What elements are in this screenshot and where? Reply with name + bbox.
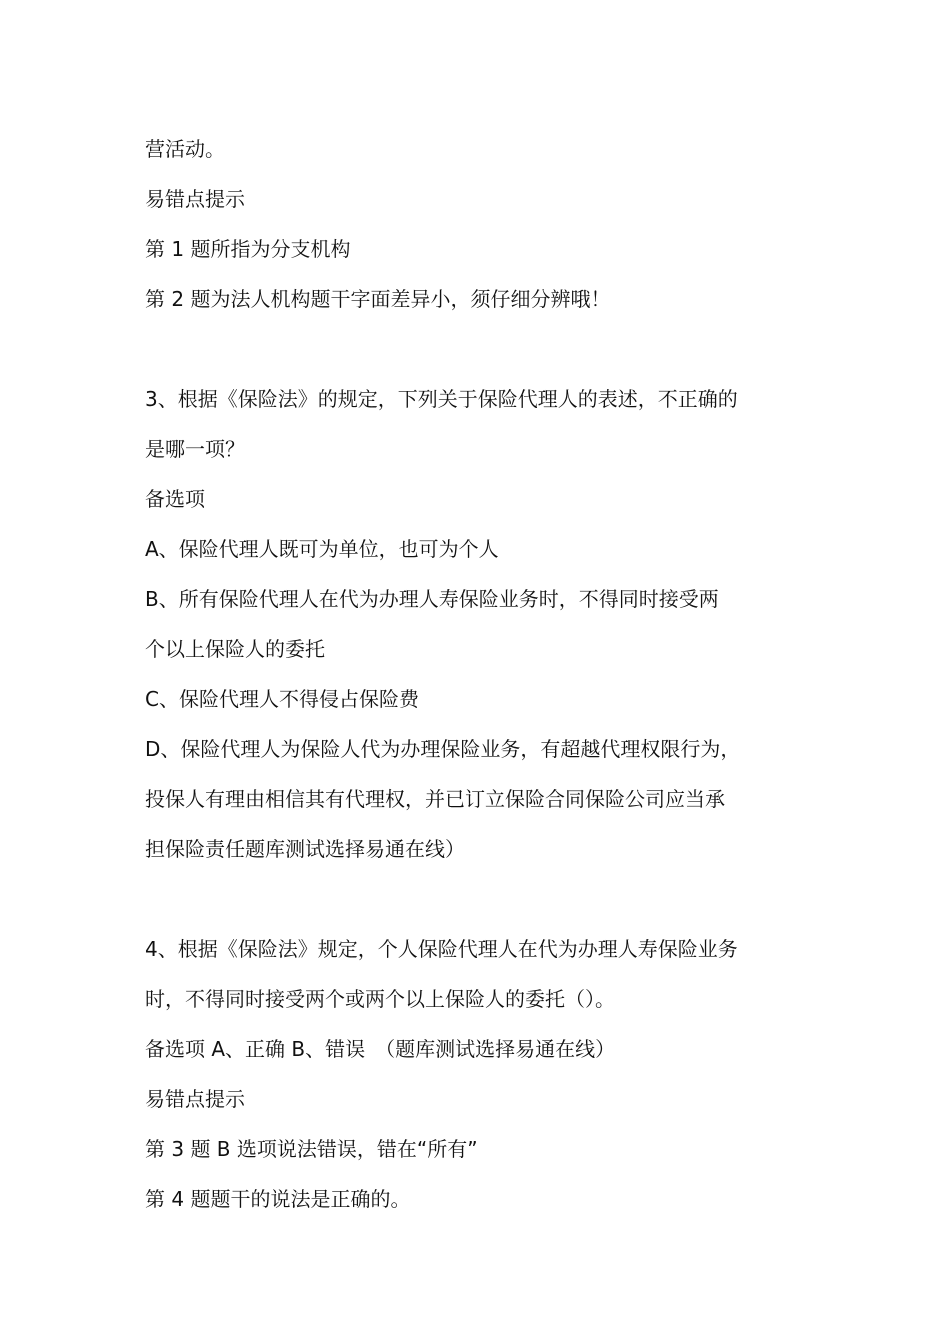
tip-question-2: 第 2 题为法人机构题干字面差异小，须仔细分辨哦！ bbox=[145, 287, 611, 311]
question-3-stem: 3、根据《保险法》的规定，下列关于保险代理人的表述，不正确的 bbox=[145, 387, 738, 411]
question-3-option-c: C、保险代理人不得侵占保险费 bbox=[145, 687, 419, 711]
tips-heading-2: 易错点提示 bbox=[145, 1087, 245, 1111]
paragraph-gap bbox=[145, 324, 835, 374]
question-4-options: 备选项 A、正确 B、错误 （题库测试选择易通在线） bbox=[145, 1037, 616, 1061]
question-3-options-label: 备选项 bbox=[145, 487, 205, 511]
question-4-stem-cont: 时，不得同时接受两个或两个以上保险人的委托（）。 bbox=[145, 987, 615, 1011]
tip-question-4: 第 4 题题干的说法是正确的。 bbox=[145, 1187, 411, 1211]
question-3-option-a: A、保险代理人既可为单位，也可为个人 bbox=[145, 537, 499, 561]
tips-heading: 易错点提示 bbox=[145, 187, 245, 211]
question-3-option-b: B、所有保险代理人在代为办理人寿保险业务时，不得同时接受两 bbox=[145, 587, 719, 611]
question-3-stem-cont: 是哪一项？ bbox=[145, 437, 245, 461]
document-page bbox=[145, 124, 835, 1224]
tip-question-1: 第 1 题所指为分支机构 bbox=[145, 237, 351, 261]
previous-paragraph-tail: 营活动。 bbox=[145, 137, 225, 161]
paragraph-gap bbox=[145, 874, 835, 924]
question-3-option-d: D、保险代理人为保险人代为办理保险业务，有超越代理权限行为， bbox=[145, 737, 741, 761]
tip-question-3: 第 3 题 B 选项说法错误，错在“所有” bbox=[145, 1137, 478, 1161]
question-3-option-d-cont2: 担保险责任题库测试选择易通在线） bbox=[145, 837, 465, 861]
question-4-stem: 4、根据《保险法》规定，个人保险代理人在代为办理人寿保险业务 bbox=[145, 937, 738, 961]
question-3-option-b-cont: 个以上保险人的委托 bbox=[145, 637, 325, 661]
question-3-option-d-cont: 投保人有理由相信其有代理权，并已订立保险合同保险公司应当承 bbox=[145, 787, 725, 811]
